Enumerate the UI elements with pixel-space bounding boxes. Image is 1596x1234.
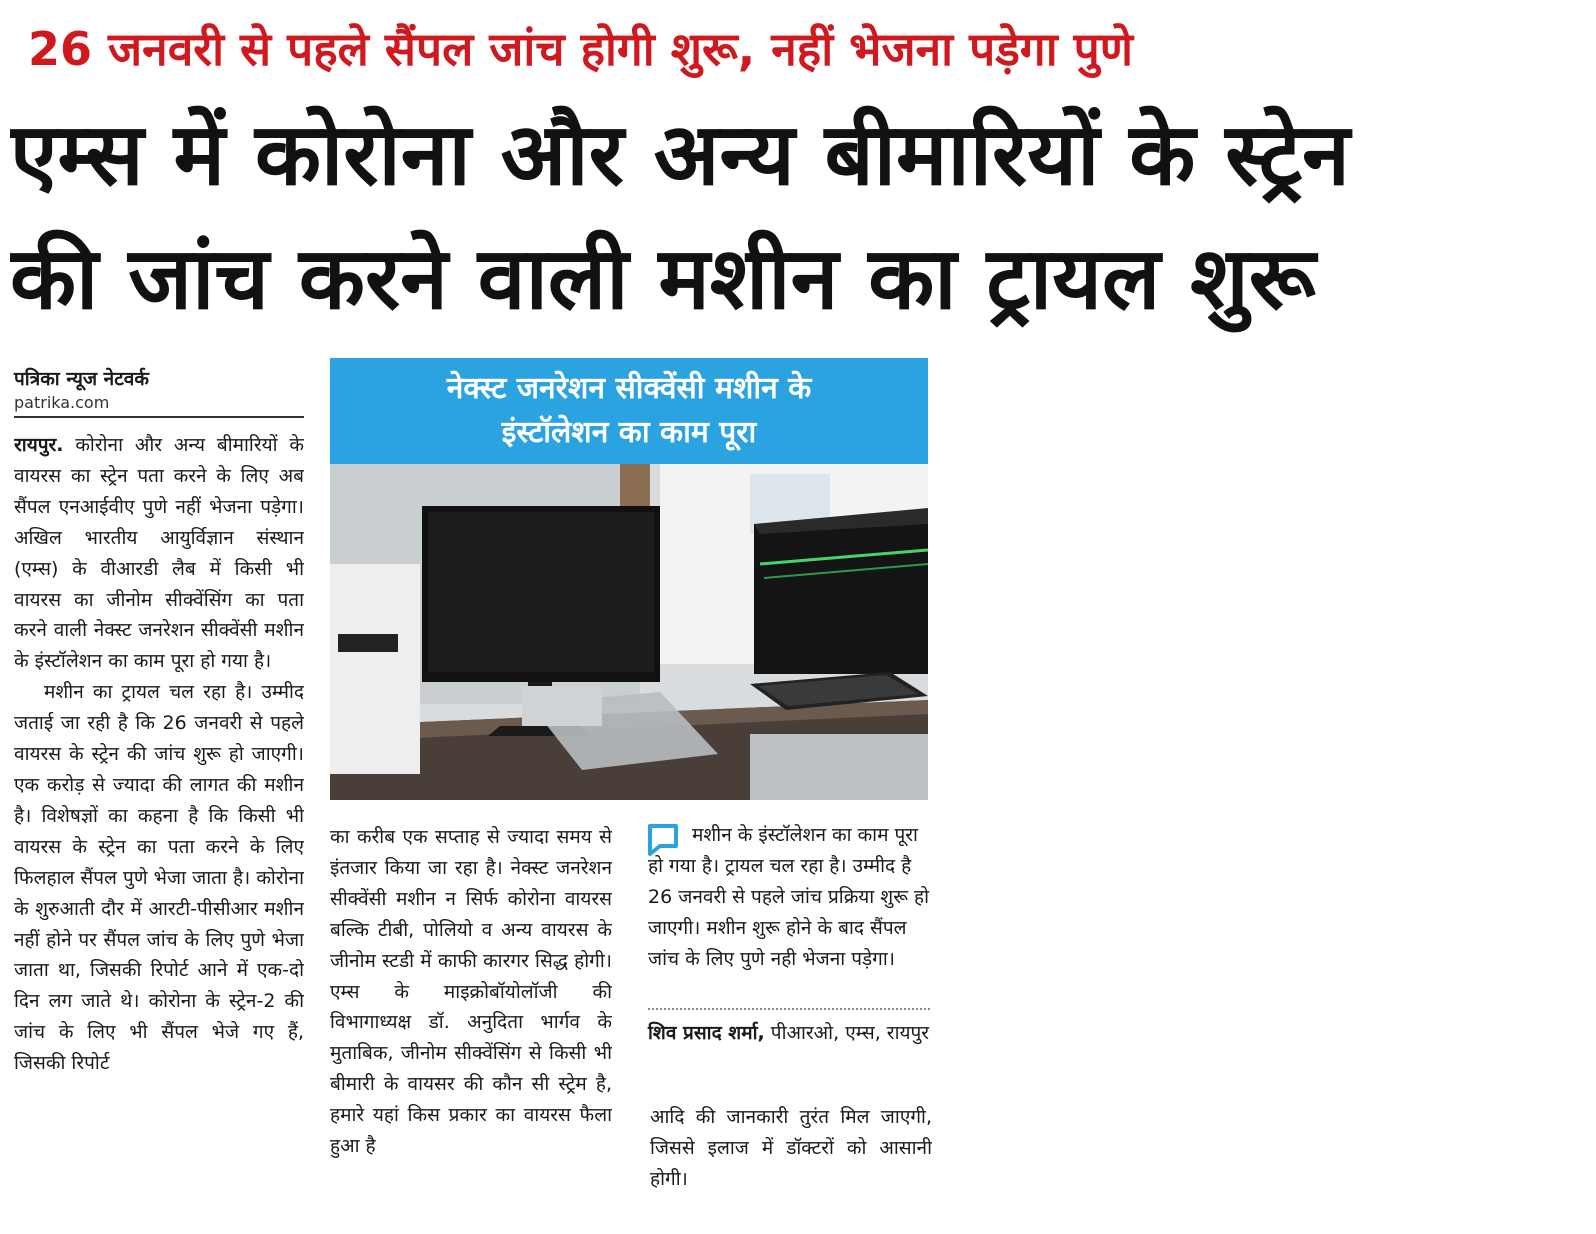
lab-machine-photo: [330, 464, 928, 800]
article-column-2: का करीब एक सप्ताह से ज्यादा समय से इंतजार किया जा रहा है। नेक्स्ट जनरेशन सीक्वेंसी मशीन न सिर्फ कोरोना वायरस बल्कि टीबी, पोलियो व अन्य वायरस के जीनोम स्टडी में काफी कारगर सिद्ध होगी। एम्स के माइक्रोबॉयोलॉजी की विभागाध्यक्ष डॉ. अनुदिता भार्गव के मुताबिक, जीनोम सीक्वेंसिंग से किसी भी बीमारी के वायसर की कौन सी स्ट्रेम है, हमारे यहां किस प्रकार का वायरस फैला हुआ है: [330, 826, 612, 1158]
dateline: रायपुर.: [14, 434, 64, 456]
quote-box: [648, 820, 930, 975]
article-column-3-tail: आदि की जानकारी तुरंत मिल जाएगी, जिससे इलाज में डॉक्टरों को आसानी होगी।: [650, 1106, 932, 1190]
photo-caption-line-2: इंस्टॉलेशन का काम पूरा: [501, 415, 757, 450]
byline-site: patrika.com: [14, 393, 110, 412]
byline-divider: [14, 416, 304, 418]
quote-author-role: पीआरओ, एम्स, रायपुर: [770, 1022, 930, 1044]
quote-divider: [648, 1008, 930, 1010]
byline-name: पत्रिका न्यूज नेटवर्क: [14, 368, 149, 390]
main-headline-line-2: की जांच करने वाली मशीन का ट्रायल शुरू: [10, 229, 1316, 329]
news-photo: [330, 358, 928, 800]
photo-caption-banner: [330, 358, 928, 464]
quote-author: शिव प्रसाद शर्मा,: [648, 1022, 765, 1044]
main-headline-line-1: एम्स में कोरोना और अन्य बीमारियों के स्ट्रेन: [10, 105, 1350, 205]
kicker-headline: 26 जनवरी से पहले सैंपल जांच होगी शुरू, नहीं भेजना पड़ेगा पुणे: [28, 22, 1134, 76]
article-column-1: [14, 430, 304, 1220]
quote-attribution: [648, 1018, 930, 1049]
quote-icon: [648, 824, 678, 856]
quote-text: मशीन के इंस्टॉलेशन का काम पूरा हो गया है। ट्रायल चल रहा है। उम्मीद है 26 जनवरी से पहले जांच प्रक्रिया शुरू हो जाएगी। मशीन शुरू होने के बाद सैंपल जांच के लिए पुणे नही भेजना पड़ेगा।: [648, 824, 930, 970]
article-paragraph-1: कोरोना और अन्य बीमारियों के वायरस का स्ट्रेन पता करने के लिए अब सैंपल एनआईवीए पुणे नहीं भेजना पड़ेगा। अखिल भारतीय आयुर्विज्ञान संस्थान (एम्स) के वीआरडी लैब में किसी भी वायरस का जीनोम सीक्वेंसिंग का पता करने वाली नेक्स्ट जनरेशन सीक्वेंसी मशीन के इंस्टॉलेशन का काम पूरा हो गया है।: [14, 434, 304, 673]
article-paragraph-2: मशीन का ट्रायल चल रहा है। उम्मीद जताई जा रही है कि 26 जनवरी से पहले वायरस के स्ट्रेन की जांच शुरू हो जाएगी। एक करोड़ से ज्यादा की लागत की मशीन है। विशेषज्ञों का कहना है कि किसी भी वायरस के स्ट्रेन का पता करने के लिए फिलहाल सैंपल पुणे भेजा जाता है। कोरोना के शुरुआती दौर में आरटी-पीसीआर मशीन नहीं होने पर सैंपल जांच के लिए पुणे भेजा जाता था, जिसकी रिपोर्ट आने में एक-दो दिन लग जाते थे। कोरोना के स्ट्रेन-2 की जांच के लिए भी सैंपल भेजे गए हैं, जिसकी रिपोर्ट: [14, 681, 304, 1075]
byline: [14, 366, 304, 414]
photo-caption-line-1: नेक्स्ट जनरेशन सीक्वेंसी मशीन के: [446, 371, 812, 406]
